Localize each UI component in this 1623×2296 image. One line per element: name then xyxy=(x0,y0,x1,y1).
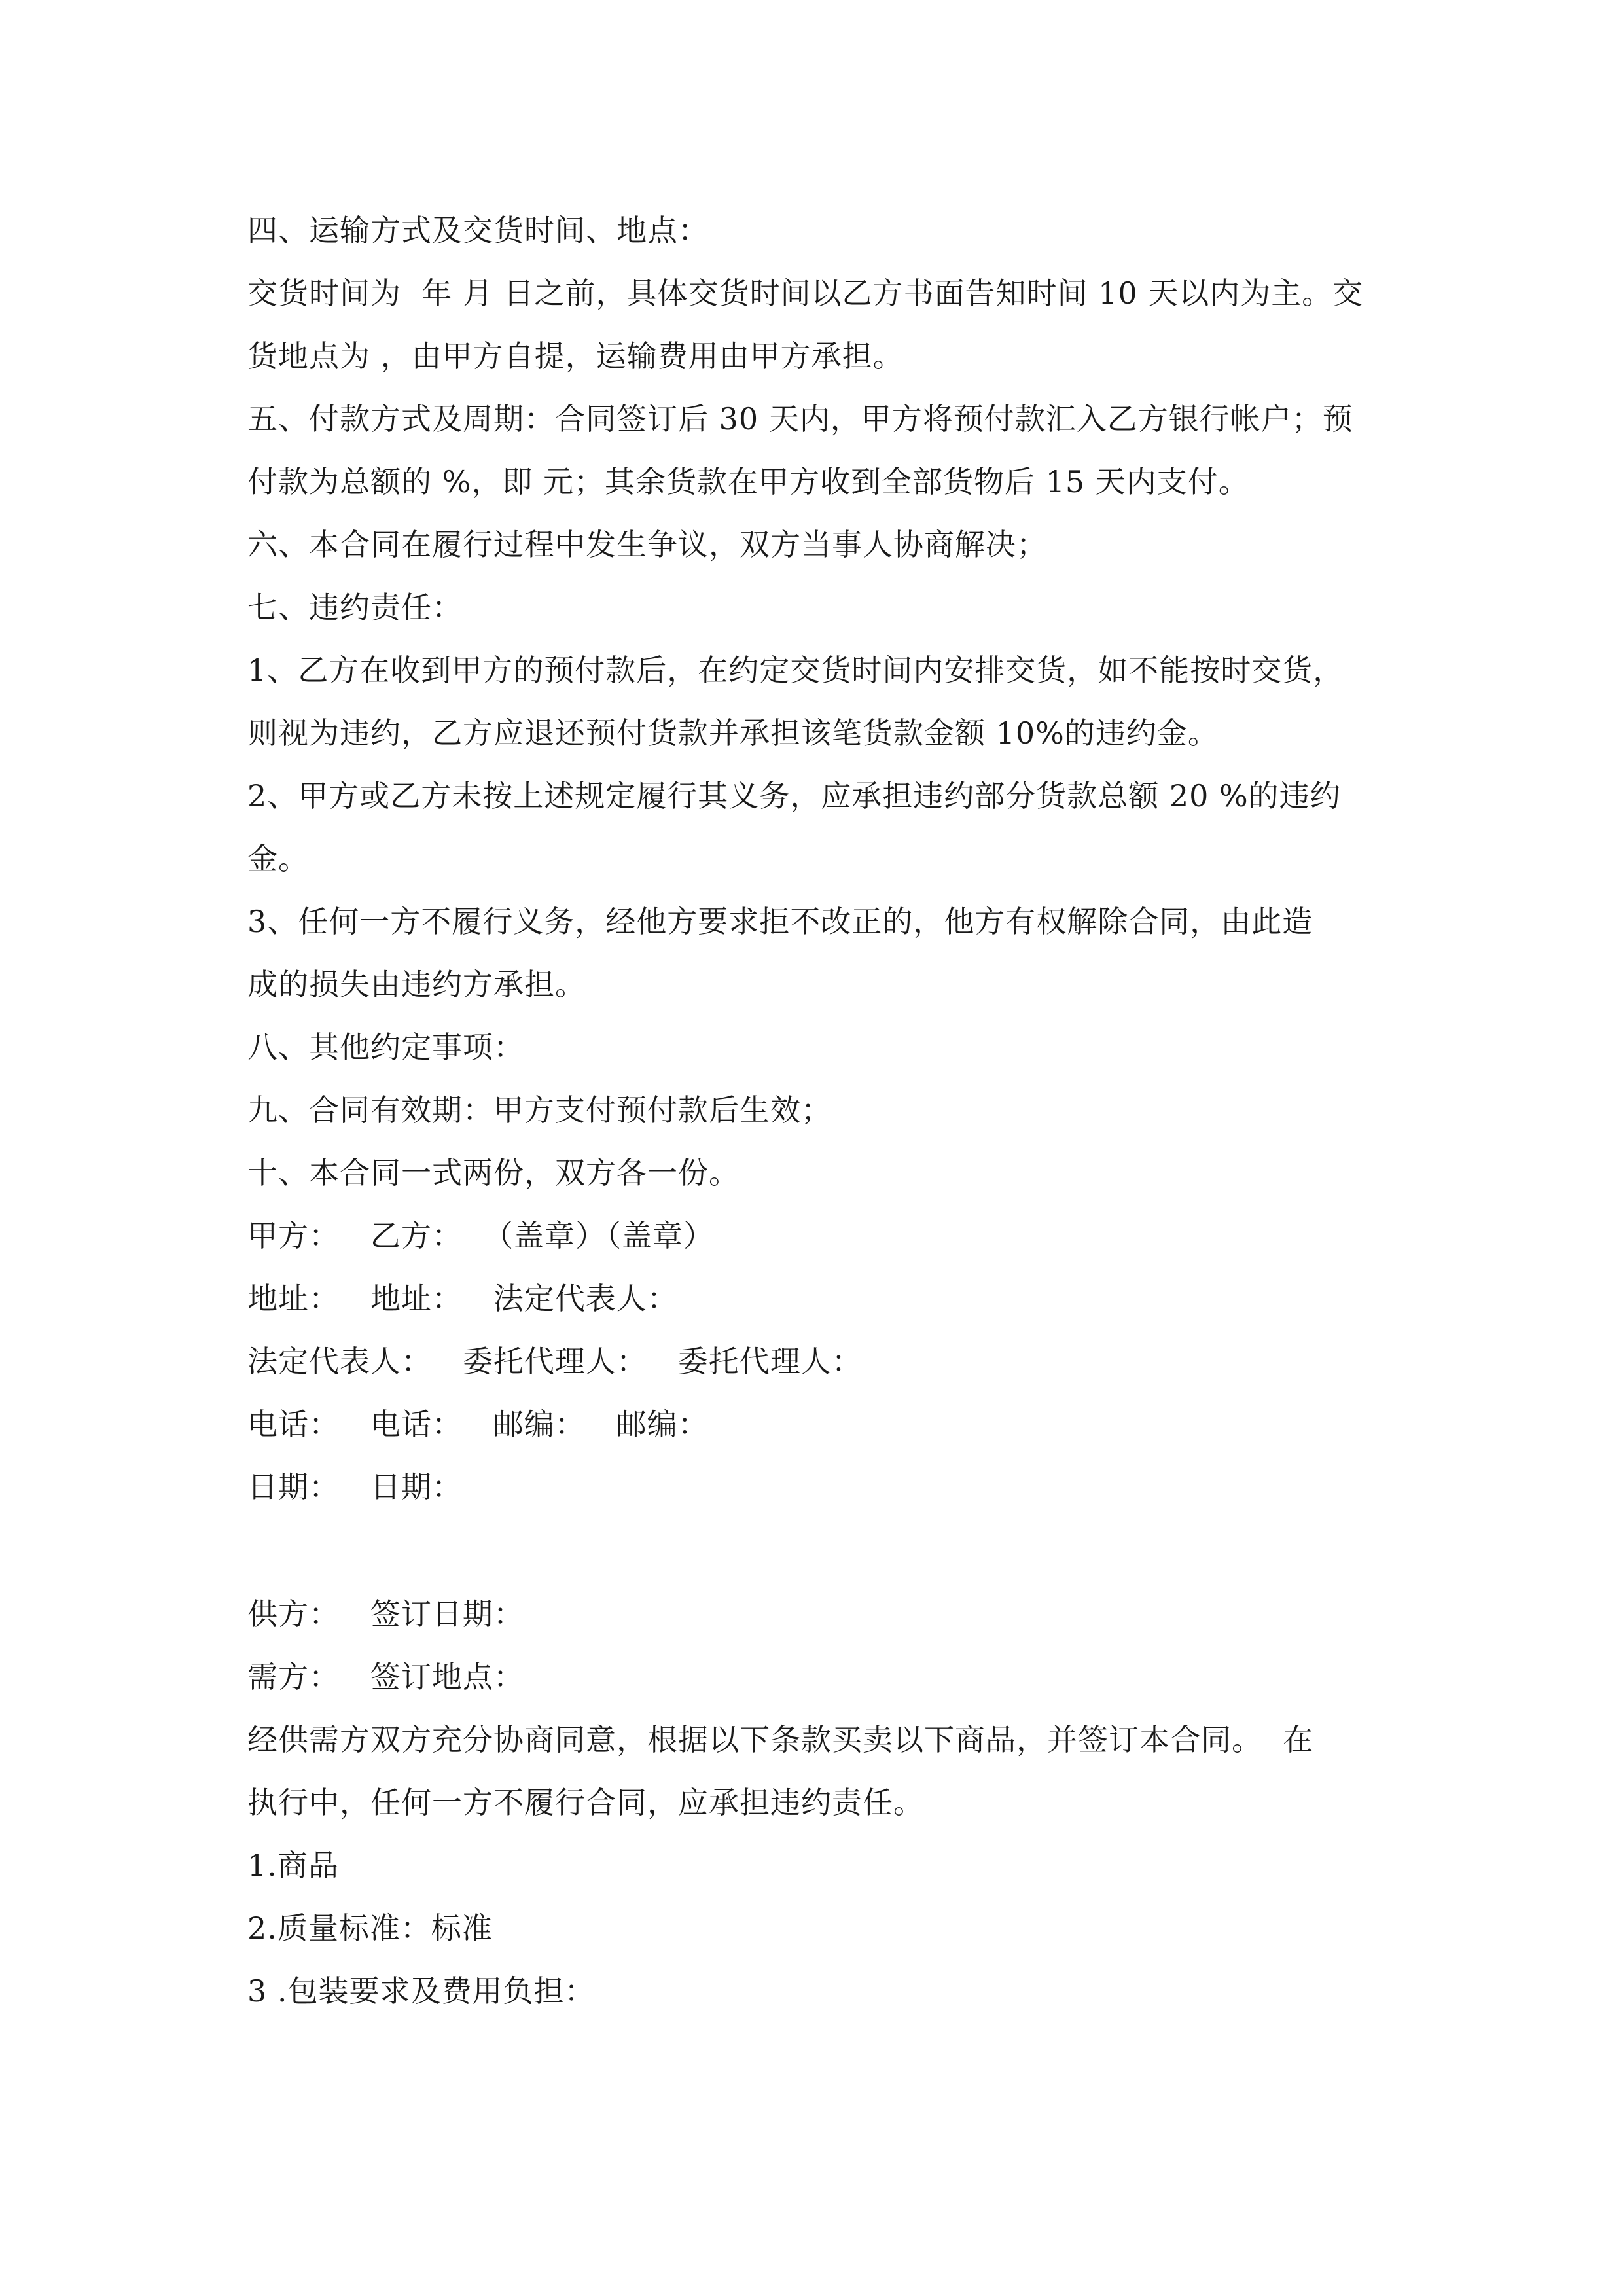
section-9: 九、合同有效期：甲方支付预付款后生效； xyxy=(247,1092,832,1128)
section-6: 六、本合同在履行过程中发生争议，双方当事人协商解决； xyxy=(247,527,1047,562)
liability-3-line-1: 3、任何一方不履行义务，经他方要求拒不改正的，他方有权解除合同，由此造 xyxy=(247,904,1313,939)
signature-address-row: 地址： 地址： 法定代表人： xyxy=(247,1281,678,1316)
clause-2-quality: 2.质量标准：标准 xyxy=(247,1910,493,1946)
liability-3-line-2: 成的损失由违约方承担。 xyxy=(247,967,586,1002)
delivery-time-line-2: 货地点为 ，由甲方自提，运输费用由甲方承担。 xyxy=(247,338,904,374)
clause-1-goods: 1.商品 xyxy=(247,1848,339,1883)
section-8: 八、其他约定事项： xyxy=(247,1030,524,1065)
section-5-line-2: 付款为总额的 %，即 元；其余货款在甲方收到全部货物后 15 天内支付。 xyxy=(247,464,1249,499)
liability-2-line-2: 金。 xyxy=(247,841,309,876)
liability-1-line-2: 则视为违约，乙方应退还预付货款并承担该笔货款金额 10%的违约金。 xyxy=(247,715,1219,751)
clause-3-packaging: 3 .包装要求及费用负担： xyxy=(247,1973,596,2009)
supplier-sign-date: 供方： 签订日期： xyxy=(247,1596,524,1632)
preamble-line-1: 经供需方双方充分协商同意，根据以下条款买卖以下商品，并签订本合同。 在 xyxy=(247,1722,1314,1757)
delivery-time-line-1: 交货时间为 年 月 日之前，具体交货时间以乙方书面告知时间 10 天以内为主。交 xyxy=(247,276,1364,311)
liability-1-line-1: 1、乙方在收到甲方的预付款后，在约定交货时间内安排交货，如不能按时交货， xyxy=(247,653,1344,688)
section-4-heading: 四、运输方式及交货时间、地点： xyxy=(247,213,709,248)
section-5-line-1: 五、付款方式及周期：合同签订后 30 天内，甲方将预付款汇入乙方银行帐户；预 xyxy=(247,401,1353,437)
liability-2-line-1: 2、甲方或乙方未按上述规定履行其义务，应承担违约部分货款总额 20 %的违约 xyxy=(247,778,1341,814)
signature-phone-row: 电话： 电话： 邮编： 邮编： xyxy=(247,1407,709,1442)
preamble-line-2: 执行中，任何一方不履行合同，应承担违约责任。 xyxy=(247,1785,924,1820)
section-7-heading: 七、违约责任： xyxy=(247,590,463,625)
signature-party-row: 甲方： 乙方： （盖章）（盖章） xyxy=(247,1218,715,1253)
signature-rep-row: 法定代表人： 委托代理人： 委托代理人： xyxy=(247,1344,863,1379)
section-10: 十、本合同一式两份，双方各一份。 xyxy=(247,1155,740,1191)
buyer-sign-place: 需方： 签订地点： xyxy=(247,1659,524,1695)
signature-date-row: 日期： 日期： xyxy=(247,1469,463,1505)
